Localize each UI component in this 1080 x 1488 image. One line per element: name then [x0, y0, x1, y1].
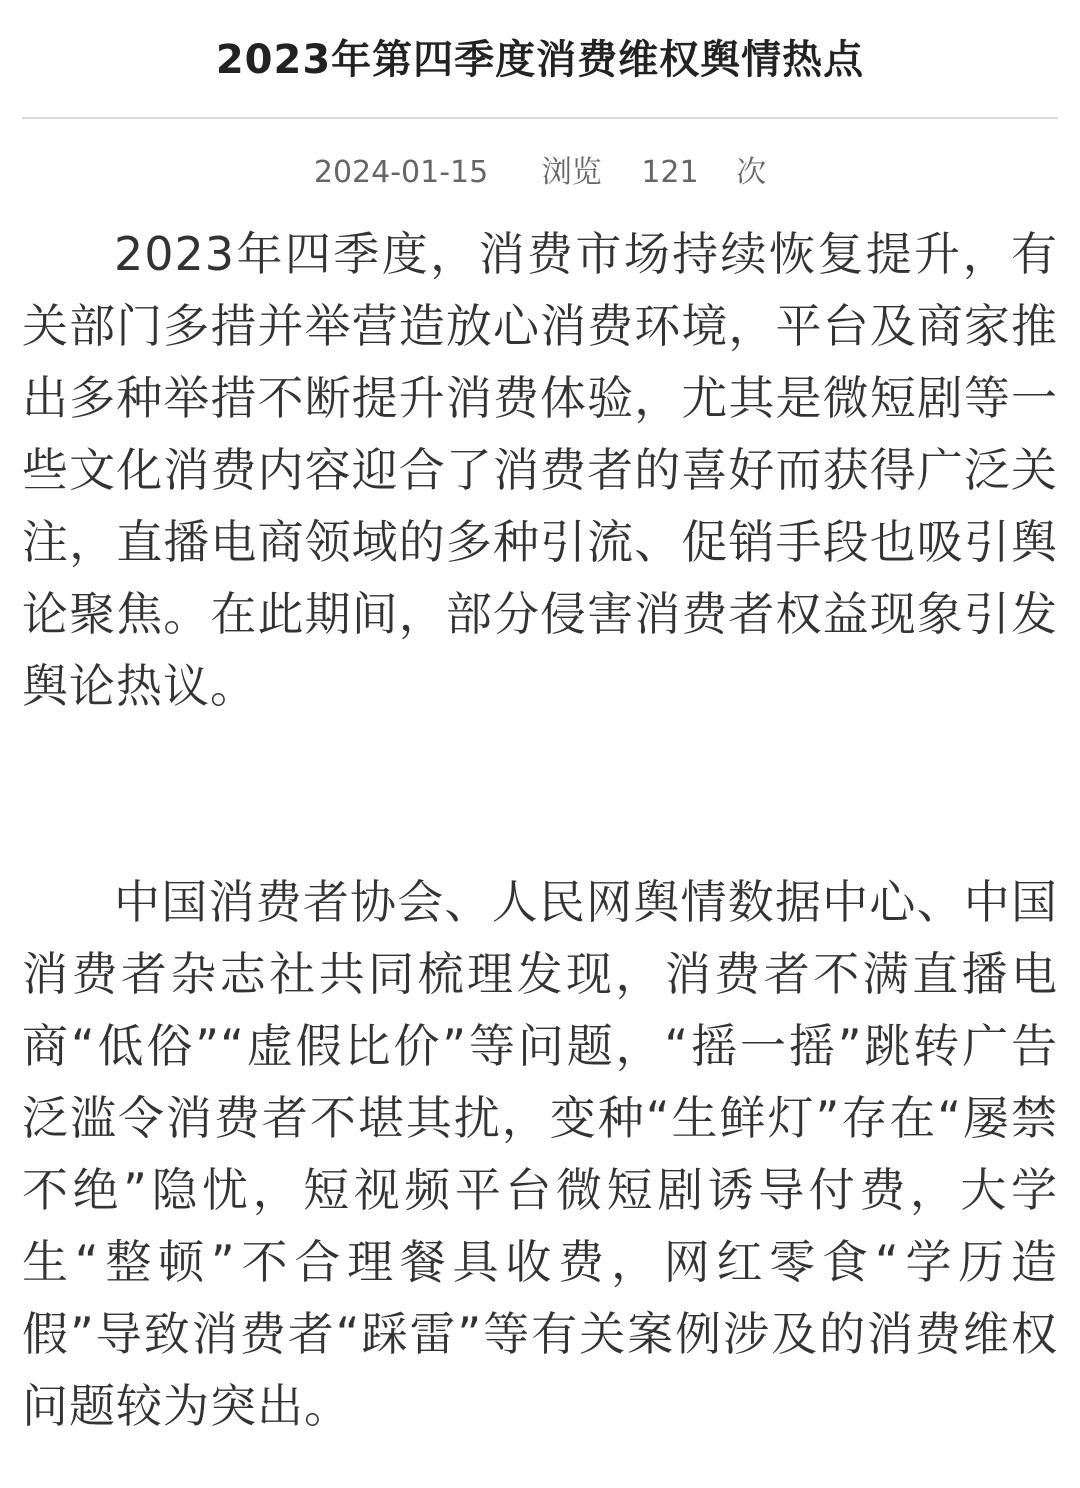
publish-date: 2024-01-15 [313, 155, 489, 190]
title-divider [22, 117, 1058, 119]
views-label: 浏览 [541, 155, 602, 190]
article-meta [0, 153, 1080, 193]
views-count: 121 [641, 155, 699, 190]
article-body [0, 218, 1080, 1442]
article-title: 2023年第四季度消费维权舆情热点 [215, 37, 865, 83]
article-paragraph: 2023年四季度，消费市场持续恢复提升，有关部门多措并举营造放心消费环境，平台及商家推出多种举措不断提升消费体验，尤其是微短剧等一些文化消费内容迎合了消费者的喜好而获得广泛关注，直播电商领域的多种引流、促销手段也吸引舆论聚焦。在此期间，部分侵害消费者权益现象引发舆论热议。 [22, 227, 1058, 713]
views-unit: 次 [736, 155, 767, 190]
article-paragraph: 中国消费者协会、人民网舆情数据中心、中国消费者杂志社共同梳理发现，消费者不满直播电商“低俗”“虚假比价”等问题，“摇一摇”跳转广告泛滥令消费者不堪其扰，变种“生鲜灯”存在“屡禁不绝”隐忧，短视频平台微短剧诱导付费，大学生“整顿”不合理餐具收费，网红零食“学历造假”导致消费者“踩雷”等有关案例涉及的消费维权问题较为突出。 [22, 875, 1058, 1433]
